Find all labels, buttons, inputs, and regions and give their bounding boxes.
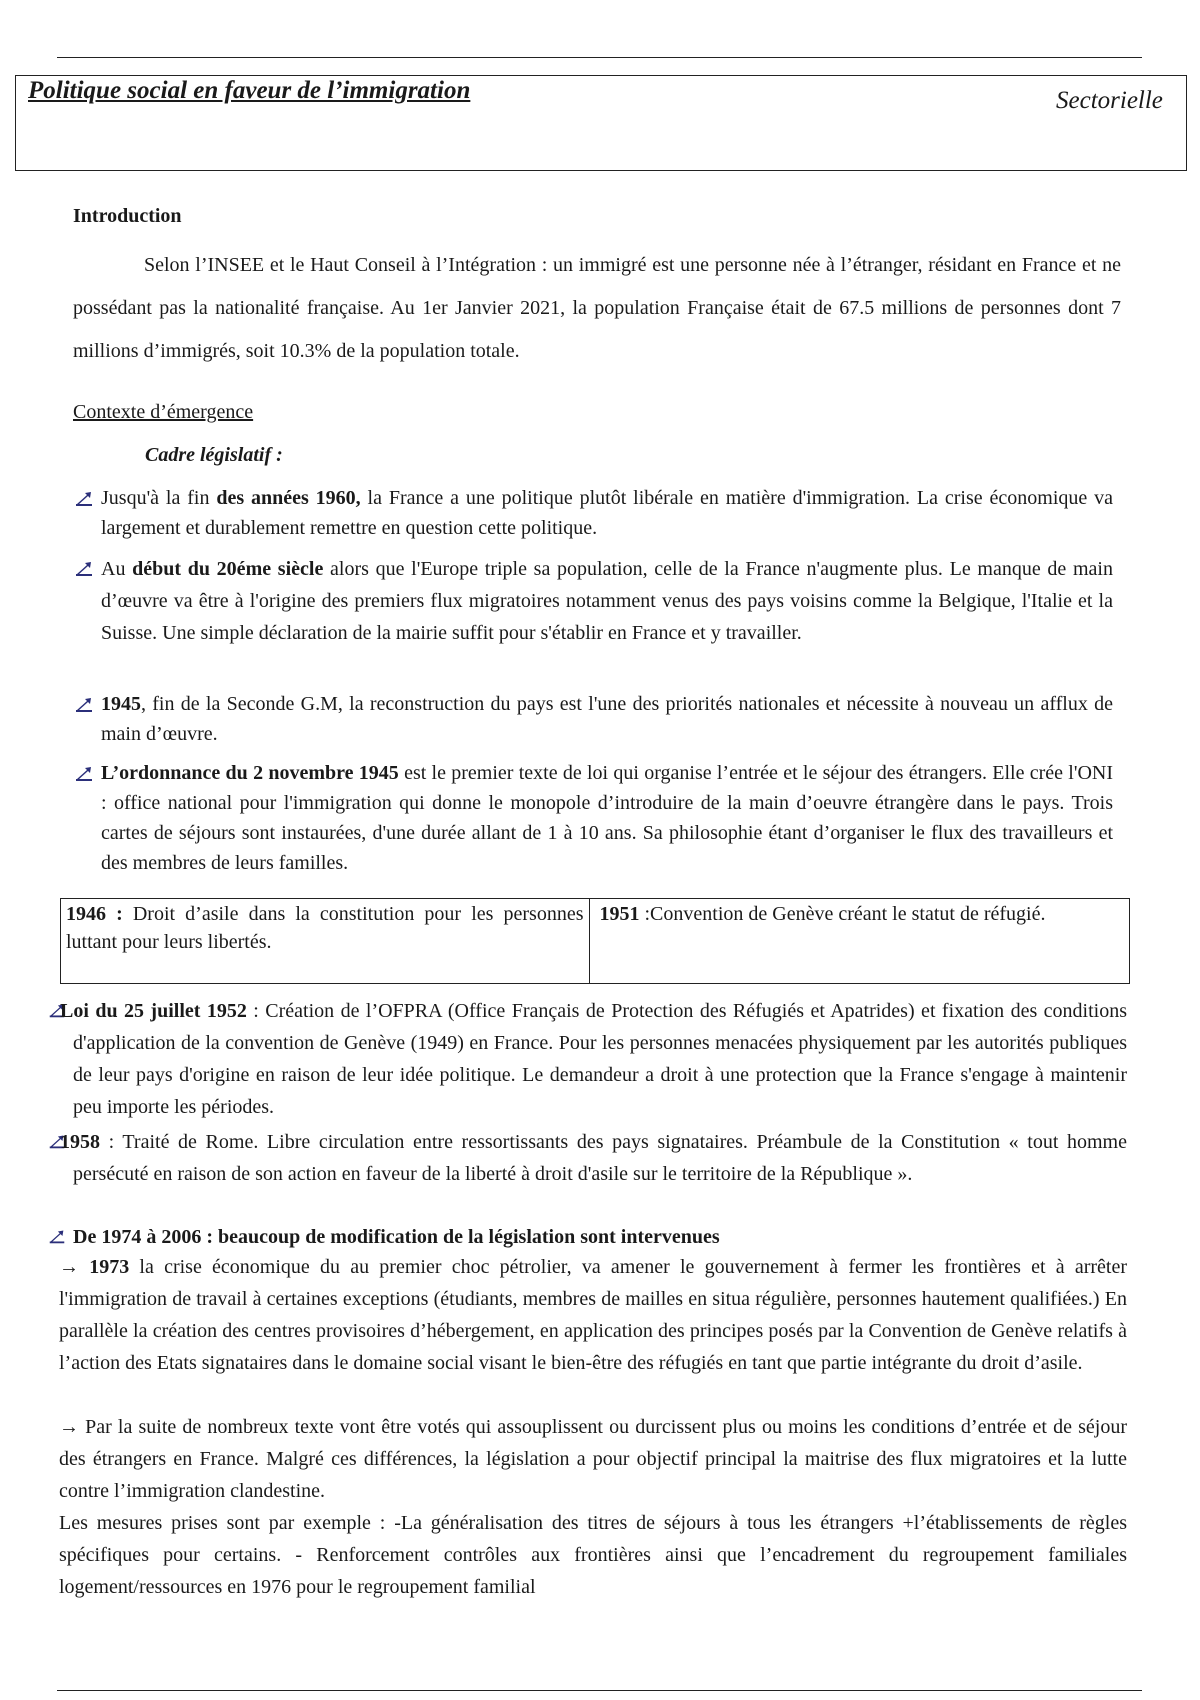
- bullet-text: 1945, fin de la Seconde G.M, la reconstruction du pays est l'une des priorités nationales et nécessite à nouveau un afflux de main d’œuvre.: [101, 693, 1113, 745]
- bullet-text: Au début du 20éme siècle alors que l'Europe triple sa population, celle de la France n'augmente plus. Le manque de main d’œuvre va être à l'origine des premiers flux migratoires notamment venus des pays voisins comme la Belgique, l'Italie et la Suisse. Une simple déclaration de la mairie suffit pour s'établir en France et y travailler.: [101, 558, 1113, 644]
- arrow-bullet-icon: [73, 758, 95, 788]
- law-text: Loi du 25 juillet 1952 : Création de l’OFPRA (Office Français de Protection des Réfugiés et Apatrides) et fixation des conditions d'application de la convention de Genève (1949) en France. Pour les personnes menacées physiquement par les autorités publiques de leur pays d'origine en raison de leur idée politique. Le demandeur a droit à une protection que la France s'engage à maintenir peu importe les périodes.: [60, 1000, 1127, 1118]
- arrow-bullet-icon: [73, 483, 95, 513]
- arrow-bullet-icon: [73, 553, 95, 583]
- table-cell-1951: 1951 :Convention de Genève créant le statut de réfugié.: [589, 899, 1130, 983]
- context-heading: Contexte d’émergence: [73, 401, 254, 423]
- legal-framework-heading: Cadre législatif :: [145, 444, 283, 466]
- intro-text: Selon l’INSEE et le Haut Conseil à l’Intégration : un immigré est une personne née à l’étranger, résidant en France et ne possédant pas la nationalité française. Au 1er Janvier 2021, la population Française était de 67.5 millions de personnes dont 7 millions d’immigrés, soit 10.3% de la population totale.: [73, 254, 1121, 362]
- intro-heading: Introduction: [73, 205, 182, 227]
- sector-label: Sectorielle: [1056, 87, 1163, 114]
- law-text: De 1974 à 2006 : beaucoup de modification de la législation sont intervenues: [73, 1226, 720, 1248]
- table-cell-1946: 1946 : Droit d’asile dans la constitution pour les personnes luttant pour leurs libertés.: [66, 903, 584, 953]
- bullet-text: Jusqu'à la fin des années 1960, la France a une politique plutôt libérale en matière d'immigration. La crise économique va largement et durablement remettre en question cette politique.: [101, 487, 1114, 539]
- paragraph-measures: Les mesures prises sont par exemple : -La généralisation des titres de séjours à tous les étrangers +l’établissements de règles spécifiques pour certains. - Renforcement contrôles aux frontières ainsi que l’encadrement du regroupement familiales logement/ressources en 1976 pour le regroupement familial: [59, 1512, 1127, 1598]
- arrow-bullet-icon: [73, 689, 95, 719]
- law-text: 1958 : Traité de Rome. Libre circulation entre ressortissants des pays signataires. Préambule de la Constitution « tout homme persécuté en raison de son action en faveur de la liberté à droit d'asile sur le territoire de la République ».: [60, 1131, 1127, 1185]
- top-rule: [57, 57, 1142, 58]
- title-box: [15, 75, 1187, 171]
- paragraph-legislation: → Par la suite de nombreux texte vont être votés qui assouplissent ou durcissent plus ou moins les conditions d’entrée et de séjour des étrangers en France. Malgré ces différences, la législation a pour objectif principal la maitrise des flux migratoires et la lutte contre l’immigration clandestine.: [59, 1416, 1127, 1502]
- paragraph-1973: → 1973 la crise économique du au premier choc pétrolier, va amener le gouvernement à fermer les frontières et à arrêter l'immigration de travail à certaines exceptions (étudiants, membres de mailles en situa régulière, personnes hautement qualifiées.) En parallèle la création des centres provisoires d’hébergement, en application des principes posés par la Convention de Genève relatifs à l’action des Etats signataires dans le domaine social visant le bien-être des réfugiés en tant que partie intégrante du droit d’asile.: [59, 1256, 1128, 1374]
- dates-table: [60, 898, 1130, 984]
- bullet-text: L’ordonnance du 2 novembre 1945 est le premier texte de loi qui organise l’entrée et le séjour des étrangers. Elle crée l'ONI : office national pour l'immigration qui donne le monopole d’introduire de la main d’oeuvre étrangère dans le pays. Trois cartes de séjours sont instaurées, d'une durée allant de 1 à 10 ans. Sa philosophie étant d’organiser le flux des travailleurs et des membres de leurs familles.: [101, 762, 1113, 874]
- page-title: Politique social en faveur de l’immigration: [28, 77, 471, 104]
- bottom-rule: [57, 1690, 1142, 1691]
- arrow-bullet-icon: [47, 1221, 67, 1251]
